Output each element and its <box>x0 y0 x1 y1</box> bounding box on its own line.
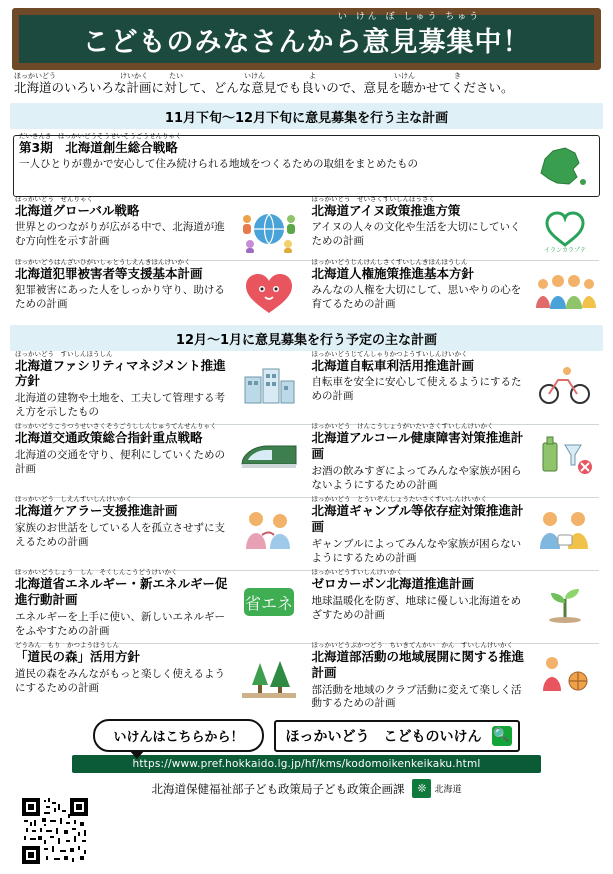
plan-title <box>15 422 232 446</box>
plan-item[interactable] <box>10 495 307 569</box>
plan-desc: みんなの人権を大切にして、思いやりの心を育てるための計画 <box>311 284 522 310</box>
plan-title <box>311 257 529 282</box>
family-people-icon <box>532 266 598 318</box>
plan-title <box>15 495 232 519</box>
plan-title <box>15 349 232 389</box>
irankarapte-logo <box>532 203 598 255</box>
bicycle-icon <box>532 358 598 410</box>
svg-text:イランカラプテ: イランカラプテ <box>543 246 587 253</box>
sports-icon <box>532 649 598 701</box>
plan-item[interactable] <box>307 422 604 496</box>
page-title-ruby: い けん ぼ しゅう ちゅう <box>337 11 482 22</box>
plan-item[interactable] <box>13 131 600 197</box>
lead-ruby-7: き <box>454 72 461 80</box>
plan-item[interactable] <box>307 257 604 322</box>
plan-desc: 部活動を地域のクラブ活動に変えて楽しく活動するための計画 <box>311 683 522 710</box>
shoene-logo <box>236 576 302 628</box>
lead-ruby-3: たい <box>169 72 183 80</box>
plan-title <box>311 422 529 462</box>
plan-title-ruby: ほっかいどうこうつうせいさくそうごうししんじゅうてんせんりゃく <box>15 422 217 431</box>
forest-icon <box>236 649 302 701</box>
plan-title-ruby: ほっかいどうしょう しん そくしんこうどうけいかく <box>15 568 178 577</box>
lead-ruby-2: けいかく <box>120 72 148 80</box>
plan-title <box>311 194 529 219</box>
footer <box>8 719 605 798</box>
section-band-2 <box>10 325 603 351</box>
plan-item[interactable] <box>307 495 604 569</box>
plan-title <box>15 194 232 219</box>
lead-ruby-1: ほっかいどう <box>14 72 56 80</box>
plan-item[interactable] <box>10 641 307 715</box>
plan-title <box>15 257 232 282</box>
heart-mascot-icon <box>236 266 302 318</box>
plan-title-text: 北海道部活動の地域展開に関する推進計画 <box>311 649 525 680</box>
plan-title <box>15 568 232 608</box>
hokkaido-logo-mark: ❊ <box>412 779 431 798</box>
plan-item[interactable] <box>10 257 307 322</box>
plan-desc: お酒の飲みすぎによってみんなや家族が困らないようにするための計画 <box>311 464 522 491</box>
plan-title-text: 北海道アルコール健康障害対策推進計画 <box>311 430 524 462</box>
plan-title-text: 北海道グローバル戦略 <box>15 202 140 218</box>
plan-item[interactable] <box>10 422 307 496</box>
search-box[interactable] <box>274 720 520 752</box>
plan-desc: 北海道の交通を守り、便利にしていくための計画 <box>15 449 225 475</box>
plan-title-text: 北海道人権施策推進基本方針 <box>311 265 475 281</box>
plan-item[interactable] <box>307 194 604 259</box>
page-title-text: こどものみなさんから意見募集中！ <box>82 26 531 58</box>
plan-title-text: 北海道交通政策総合指針重点戦略 <box>15 430 203 446</box>
plan-title-ruby: ほっかいどう けんこうしょうがいたいさくすいしんけいかく <box>311 422 494 431</box>
caregiver-icon <box>236 503 302 555</box>
counseling-icon <box>532 503 598 555</box>
organization-name: 北海道保健福祉部子ども政策局子ども政策企画課 <box>151 781 405 796</box>
plan-title-text: 第3期 北海道創生総合戦略 <box>19 139 178 155</box>
lead-text: 北海道のいろいろな計画に対して、どんな意見でも良いので、意見を聴かせてください。 <box>14 80 514 95</box>
plan-title <box>15 641 232 665</box>
plan-title-text: 北海道ファシリティマネジメント推進方針 <box>15 357 226 389</box>
plan-title-ruby: ほっかいどう せんりゃく <box>15 194 93 203</box>
plan-title-text: 北海道アイヌ政策推進方策 <box>311 202 461 218</box>
globe-people-icon <box>236 203 302 255</box>
plan-title-text: 北海道ギャンブル等依存症対策推進計画 <box>311 503 524 535</box>
plan-title <box>311 641 529 680</box>
plan-title-text: 北海道省エネルギー・新エネルギー促進行動計画 <box>15 576 228 608</box>
plan-title-ruby: ほっかいどうぶかつどう ちいきてんかい かん すいしんけいかく <box>311 641 513 650</box>
plan-title-ruby: ほっかいどう せいさくすいしんほうさく <box>311 194 435 203</box>
plan-title <box>19 131 524 156</box>
buildings-icon <box>236 358 302 410</box>
plan-desc: 地球温暖化を防ぎ、地球に優しい北海道をめざすための計画 <box>311 595 522 621</box>
plan-desc: 世界とのつながりが広がる中で、北海道が進む方向性を示す計画 <box>15 221 225 247</box>
plan-title-text: ゼロカーボン北海道推進計画 <box>311 576 475 592</box>
plan-title-text: 北海道自転車利活用推進計画 <box>311 357 475 373</box>
plan-desc: 家族のお世話をしている人を孤立させずに支えるための計画 <box>15 522 225 548</box>
plan-desc: アイヌの人々の文化や生活を大切にしていくための計画 <box>311 221 521 247</box>
plan-desc: ギャンブルによってみんなや家族が困らないようにするための計画 <box>311 537 522 564</box>
plan-title-ruby: だいさんき ほっかいどうそうせいそうごうせんりゃく <box>19 131 182 140</box>
plan-title <box>311 568 529 592</box>
plan-grid-2 <box>10 349 603 716</box>
plan-title-ruby: ほっかいどうはんざいひがいしゃとうしえんきほんけいかく <box>15 257 191 266</box>
svg-text:省エネ: 省エネ <box>244 594 293 614</box>
sprout-icon <box>532 576 598 628</box>
lead-ruby-4: いけん <box>244 72 265 80</box>
plan-title-ruby: ほっかいどう しえんすいしんけいかく <box>15 495 132 504</box>
lead-ruby-6: いけん <box>394 72 415 80</box>
lead-paragraph <box>14 72 599 97</box>
plan-item[interactable] <box>307 568 604 642</box>
alcohol-icon <box>532 430 598 482</box>
plan-title-text: 北海道犯罪被害者等支援基本計画 <box>15 265 203 281</box>
lead-ruby-5: よ <box>309 72 316 80</box>
plan-desc: 自転車を安全に安心して使えるようにするための計画 <box>311 376 522 402</box>
plan-title-ruby: ほっかいどうじんけんしさくすいしんきほんほうしん <box>311 257 468 266</box>
plan-grid-1 <box>10 132 603 322</box>
header-blackboard <box>12 8 601 70</box>
hokkaido-map-icon <box>528 140 594 192</box>
plan-title-text: 「道民の森」活用方針 <box>15 649 141 665</box>
organization-row <box>8 779 605 798</box>
cta-row <box>8 719 605 752</box>
plan-desc: 犯罪被害にあった人をしっかり守り、助けるための計画 <box>15 284 225 310</box>
search-icon[interactable]: 🔍 <box>492 726 512 746</box>
plan-item[interactable] <box>10 349 307 424</box>
hokkaido-logo-label: 北海道 <box>434 785 462 796</box>
plan-title <box>311 349 529 374</box>
plan-item[interactable] <box>307 349 604 424</box>
plan-title-ruby: ほっかいどうじてんしゃりかつようすいしんけいかく <box>311 349 468 358</box>
plan-title-ruby: ほっかいどう とういぞんしょうたいさくすいしんけいかく <box>311 495 487 504</box>
plan-title-text: 北海道ケアラー支援推進計画 <box>15 503 178 519</box>
submit-opinion-callout[interactable]: いけんはこちらから！ <box>93 719 263 752</box>
website-url[interactable]: https://www.pref.hokkaido.lg.jp/hf/kms/kodomoikenkeikaku.html <box>72 755 541 773</box>
plan-title-ruby: ほっかいどう すいしんほうしん <box>15 349 113 358</box>
plan-item[interactable] <box>307 641 604 715</box>
page-title <box>82 11 531 59</box>
plan-desc: 一人ひとりが豊かで安心して住み続けられる地域をつくるための取組をまとめたもの <box>19 158 418 171</box>
plan-desc: 北海道の建物や土地を、工夫して管理する考え方を示したもの <box>15 391 225 418</box>
plan-item[interactable] <box>10 568 307 642</box>
hokkaido-logo <box>412 779 461 798</box>
qr-code[interactable] <box>22 798 88 864</box>
plan-desc: 道民の森をみんながもっと楽しく使えるようにするための計画 <box>15 668 225 694</box>
plan-title-ruby: ほっかいどうすいしんけいかく <box>311 568 403 577</box>
section-band-1 <box>10 103 603 129</box>
section-band-1-text: 11月下旬〜12月下旬に意見募集を行う主な計画 <box>164 110 449 126</box>
search-keyword-text: ほっかいどう こどものいけん <box>285 728 482 745</box>
shinkansen-icon <box>236 430 302 482</box>
plan-item[interactable] <box>10 194 307 259</box>
plan-title-ruby: どうみん もり かつようほうしん <box>15 641 119 650</box>
plan-title <box>311 495 529 535</box>
section-band-2-text: 12月〜1月に意見募集を行う予定の主な計画 <box>175 332 438 348</box>
plan-desc: エネルギーを上手に使い、新しいエネルギーをふやすための計画 <box>15 610 225 637</box>
